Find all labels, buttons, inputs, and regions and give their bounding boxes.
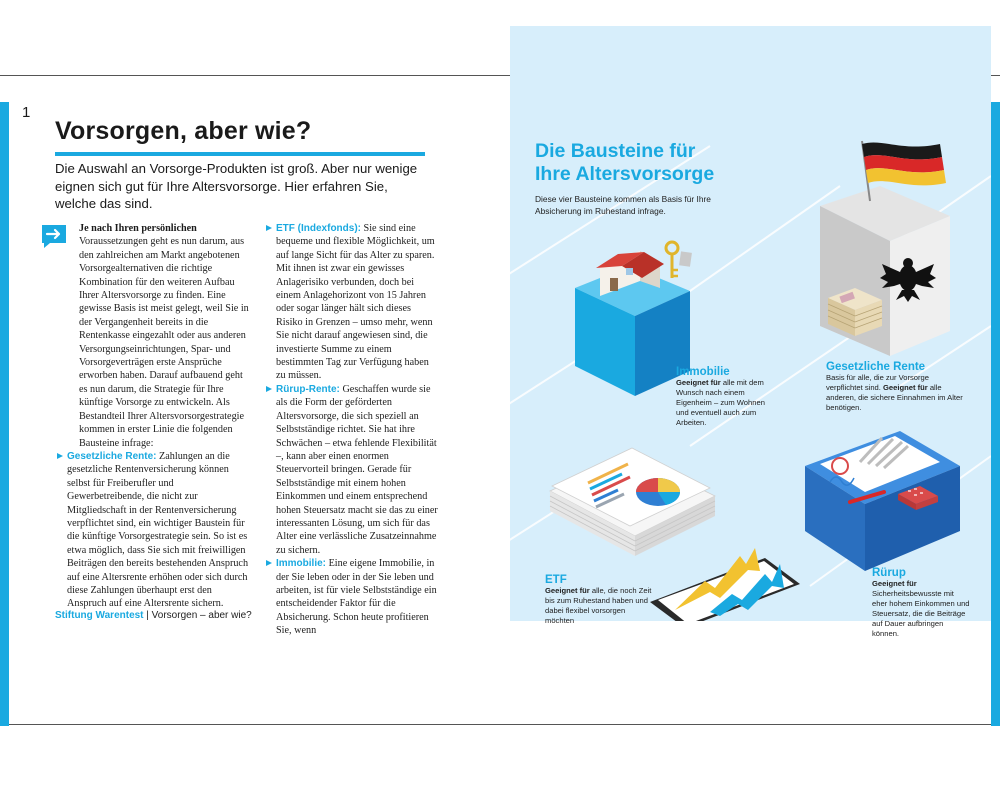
label-text bbox=[826, 373, 966, 413]
house-cube bbox=[575, 242, 692, 396]
page-footer bbox=[55, 610, 252, 621]
infographic-title bbox=[535, 140, 714, 186]
label-heading: Rürup bbox=[872, 567, 906, 579]
label-body: Sicherheitsbewusste mit eher hohem Einkommen und Steuersatz, die die Beiträge auf Dauer aufbringen können. bbox=[872, 589, 970, 638]
footer-brand: Stiftung Warentest bbox=[55, 610, 144, 621]
bullet-text: Zahlungen an die gesetzliche Rentenversicherung können selbst für Freiberufler und Gewerbetreibende, die nicht zur Mitgliedschaft in der Rentenversicherung verpflichtet sind, ein wichtiger Baustein für die künftige Vorsorgestrategie sein. So ist es etwa möglich, dass Sie sich mit freiwilligen Beiträgen den bereits bestehenden Anspruch auf eine Altersrente erhöhen oder sich durch diese Zahlungen überhaupt erst den Anspruch auf eine Altersrente sichern. bbox=[67, 450, 249, 610]
infographic-subtitle: Diese vier Bausteine kommen als Basis für Ihre Absicherung im Ruhestand infrage. bbox=[535, 194, 711, 216]
page-headline: Vorsorgen, aber wie? bbox=[55, 117, 312, 145]
label-body: alle, die noch Zeit bis zum Ruhestand haben und dabei flexibel vorsorgen möchten bbox=[545, 586, 652, 625]
title-line-1: Die Bausteine für bbox=[535, 140, 696, 162]
label-body: alle mit dem Wunsch nach einem Eigenheim – zum Wohnen und eventuell auch zum Arbeiten. bbox=[676, 378, 765, 427]
bullet-label: Gesetzliche Rente: bbox=[67, 450, 157, 462]
intro-text: Voraussetzungen geht es nun darum, aus den zahlreichen am Markt angebotenen Vorsorgealternativen die richtige Kombination für den weiteren Aufbau Ihrer Altersvorsorge zu finden. Eine gewisse Basis ist meist gelegt, weil Sie in der Vergangenheit bereits in die Rentenkasse eingezahlt oder aus anderen Versorgungseinrichtungen, Spar- und Vorsorgeverträgen erste Ansprüche erworben haben. Darauf aufbauend geht es nun darum, die Strategie für Ihre künftige Vorsorge zu entwickeln. Als Bestandteil Ihrer Altersvorsorgestrategie kommen in erster Linie die folgenden Bausteine infrage: bbox=[79, 236, 249, 449]
bullet-text: Geschaffen wurde sie als die Form der geförderten Altersvorsorge, die sich speziell an Selbstständige richtet. Sie hat ihre Schwächen – etwa fehlende Flexibilität –, kann aber einen enormen Steuervorteil bringen. Gerade für Selbstständige mit einem hohen Einkommen und einem entsprechend hohen Steuersatz macht sie das zu einer interessanten Lösung, um sich für das Alter eine verlässliche Zusatzeinnahme zu sichern. bbox=[276, 383, 438, 556]
label-immobilie bbox=[676, 366, 772, 428]
bullet-ruerup bbox=[264, 383, 440, 557]
intro-paragraph bbox=[55, 222, 250, 450]
bullet-label: Immobilie: bbox=[276, 558, 327, 570]
bullet-text: Eine eigene Immobilie, in der Sie leben oder in der Sie leben und arbeiten, ist für viele Selbstständige ein entscheidender Faktor für die Absicherung. Schon heute profitieren Sie, wenn bbox=[276, 558, 437, 637]
label-gesetzliche-rente bbox=[826, 361, 966, 413]
text-column-2 bbox=[264, 222, 440, 638]
label-heading: Gesetzliche Rente bbox=[826, 361, 926, 373]
pension-tower bbox=[820, 141, 950, 356]
text-column-1 bbox=[55, 222, 250, 611]
footer-separator: | bbox=[143, 610, 152, 621]
title-line-2: Ihre Altersvorsorge bbox=[535, 163, 715, 185]
right-edge-bar bbox=[991, 102, 1000, 726]
bullet-text: Sie sind eine bequeme und flexible Möglichkeit, um auf lange Sicht für das Alter zu sparen. Mit ihnen ist zwar ein gewisses Anlagerisiko verbunden, doch bei einem Anlagehorizont von 15 Jahren oder sogar länger hält sich dieses Risiko in Grenzen – umso mehr, wenn Sie nicht darauf angewiesen sind, die investierte Summe zu einem bestimmten Tag zur Verfügung haben zu müssen. bbox=[276, 223, 435, 382]
tablet bbox=[650, 548, 800, 621]
label-body-1: Basis für alle, die zur Vorsorge verpflichtet sind. bbox=[826, 373, 929, 392]
bullet-gesetzliche-rente bbox=[55, 450, 250, 611]
label-bold: Geeignet für bbox=[676, 378, 721, 387]
label-ruerup bbox=[872, 567, 970, 639]
label-etf bbox=[545, 574, 653, 626]
bullet-label: Rürup-Rente: bbox=[276, 383, 340, 395]
lead-paragraph: Die Auswahl an Vorsorge-Produkten ist groß. Aber nur wenige eignen sich gut für Ihre Altersvorsorge. Hier erfahren Sie, welche das sind. bbox=[55, 161, 418, 211]
intro-lead-in: Je nach Ihren persönlichen bbox=[79, 223, 197, 234]
infographic-illustration bbox=[510, 26, 991, 621]
bullet-immobilie bbox=[264, 557, 440, 637]
ruerup-cube bbox=[805, 431, 960, 571]
label-bold: Geeignet für bbox=[872, 579, 917, 588]
label-heading: Immobilie bbox=[676, 366, 730, 378]
headline-rule bbox=[55, 152, 425, 156]
label-heading: ETF bbox=[545, 574, 567, 586]
bullet-label: ETF (Indexfonds): bbox=[276, 223, 361, 234]
label-bold: Geeignet für bbox=[882, 383, 928, 392]
label-body-2: alle anderen, die sichere Einnahmen im Alter benötigen. bbox=[826, 383, 963, 412]
infographic-panel bbox=[510, 26, 991, 621]
label-text bbox=[545, 586, 653, 626]
left-edge-bar bbox=[0, 102, 9, 726]
page-number-left: 1 bbox=[22, 104, 31, 121]
label-bold: Geeignet für bbox=[545, 586, 590, 595]
label-text bbox=[872, 579, 970, 639]
bullet-etf bbox=[264, 222, 440, 383]
footer-section: Vorsorgen – aber wie? bbox=[151, 610, 252, 621]
paper-stack bbox=[550, 448, 715, 556]
label-text bbox=[676, 378, 772, 428]
